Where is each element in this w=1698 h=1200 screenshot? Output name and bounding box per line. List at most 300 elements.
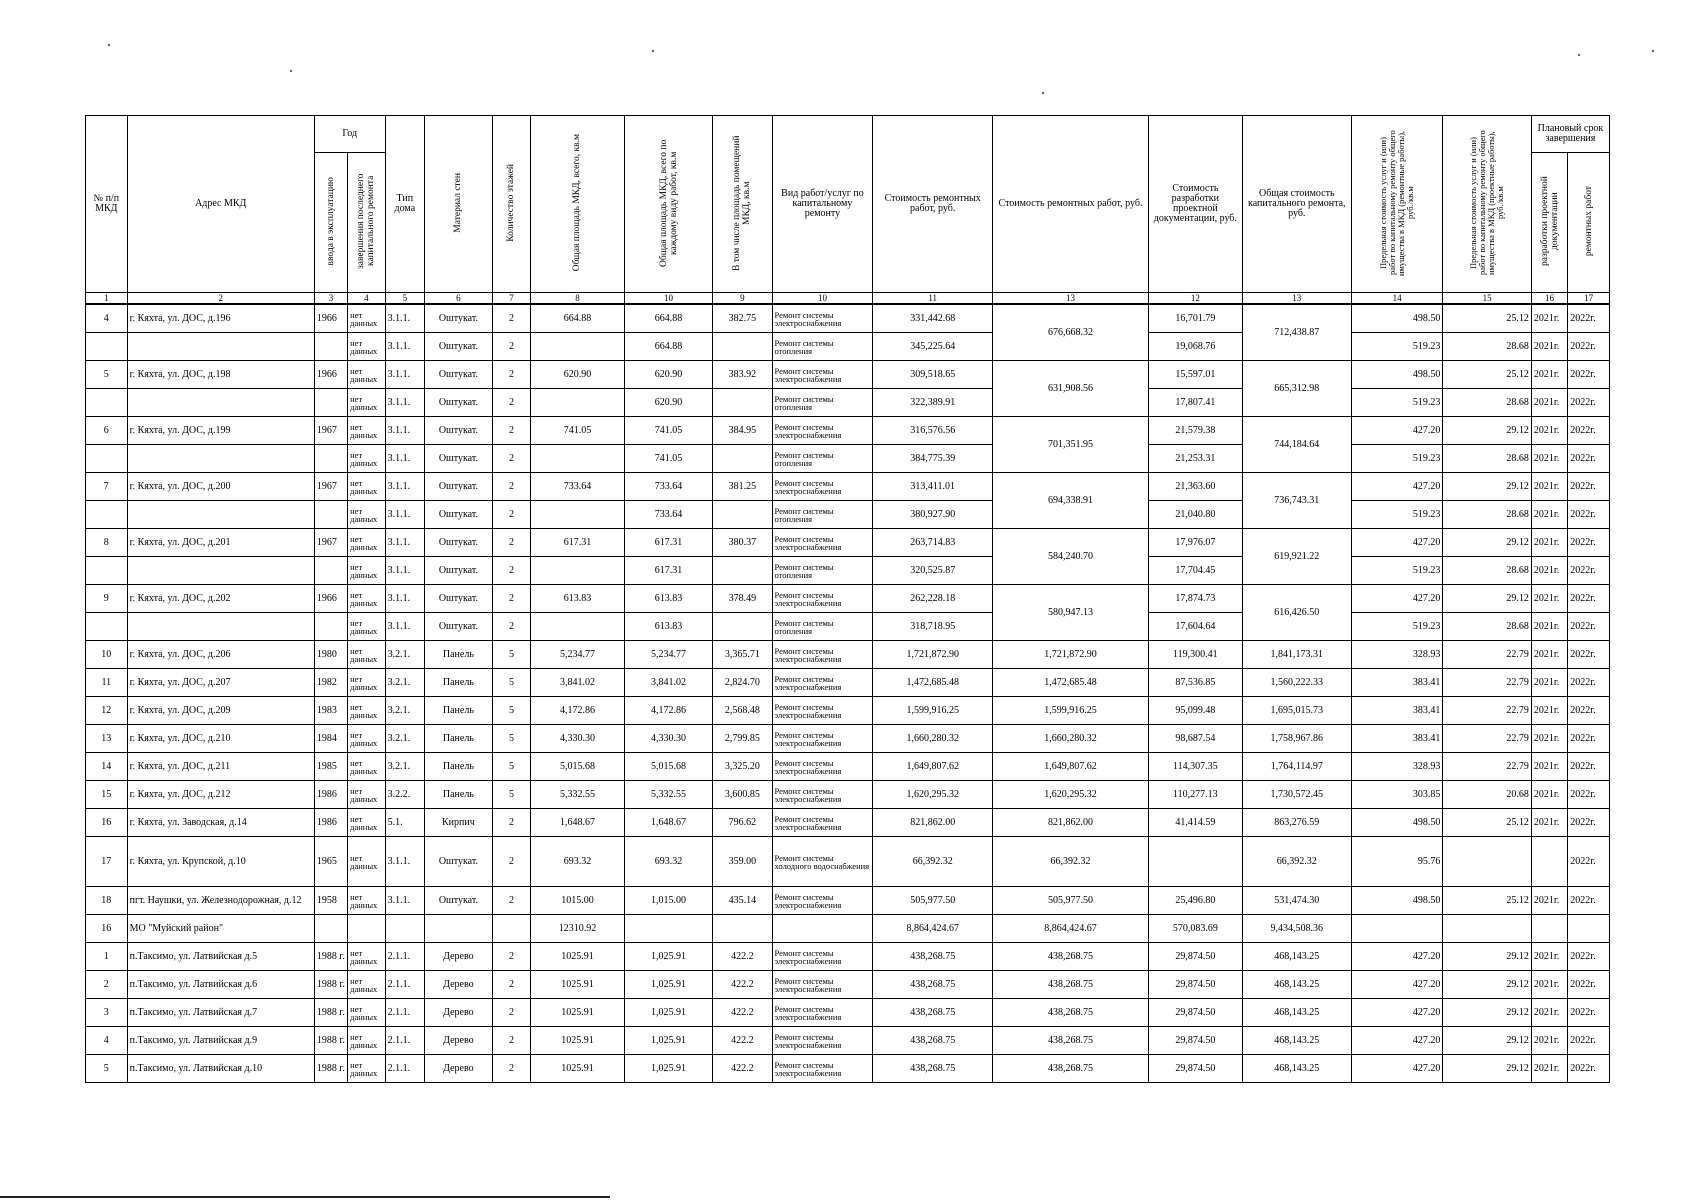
work-type-cell: Ремонт системы отопления: [772, 389, 873, 417]
total-cost-cell: 712,438.87: [1242, 304, 1351, 361]
house-type-cell: 3.1.1.: [385, 389, 425, 417]
header-year-last-repair: завершения последнего капитального ремонта: [348, 153, 385, 293]
repair-cost-cell: 263,714.83: [873, 529, 993, 557]
table-row: [86, 1055, 1610, 1083]
repair-cost-cell: 8,864,424.67: [873, 915, 993, 943]
repair-cost-combined-cell: 1,472,685.48: [993, 669, 1149, 697]
design-cost-cell: 17,807.41: [1149, 389, 1243, 417]
area-by-work-cell: 733.64: [624, 501, 712, 529]
plan-repair-cell: 2022г.: [1568, 641, 1610, 669]
plan-design-cell: 2021г.: [1531, 725, 1567, 753]
table-row: [86, 585, 1610, 613]
table-row: [86, 971, 1610, 999]
work-type-cell: Ремонт системы электроснабжения: [772, 361, 873, 389]
column-number-cell: 11: [873, 293, 993, 305]
total-area-cell: 1025.91: [531, 943, 625, 971]
year-last-repair-cell: нет данных: [348, 887, 385, 915]
address-cell: п.Таксимо, ул. Латвийская д.7: [127, 999, 314, 1027]
limit-design-cell: 25.12: [1443, 304, 1531, 333]
repair-cost-combined-cell: 66,392.32: [993, 837, 1149, 887]
work-type-cell: Ремонт системы электроснабжения: [772, 725, 873, 753]
limit-repair-cell: 498.50: [1351, 304, 1443, 333]
plan-repair-cell: [1568, 915, 1610, 943]
limit-design-cell: 28.68: [1443, 501, 1531, 529]
premises-area-cell: 359.00: [713, 837, 772, 887]
area-by-work-cell: 1,015.00: [624, 887, 712, 915]
limit-design-cell: 29.12: [1443, 417, 1531, 445]
house-type-cell: 3.1.1.: [385, 557, 425, 585]
plan-repair-cell: 2022г.: [1568, 971, 1610, 999]
plan-design-cell: 2021г.: [1531, 641, 1567, 669]
header-repair-cost: Стоимость ремонтных работ, руб.: [873, 116, 993, 293]
area-by-work-cell: 1,025.91: [624, 1027, 712, 1055]
area-by-work-cell: 617.31: [624, 557, 712, 585]
year-last-repair-cell: нет данных: [348, 725, 385, 753]
year-last-repair-cell: нет данных: [348, 304, 385, 333]
header-floors: Количество этажей: [492, 116, 530, 293]
row-number: [86, 613, 128, 641]
table-row: [86, 1027, 1610, 1055]
repair-cost-cell: 313,411.01: [873, 473, 993, 501]
area-by-work-cell: 5,332.55: [624, 781, 712, 809]
year-commission-cell: 1986: [314, 781, 347, 809]
design-cost-cell: 570,083.69: [1149, 915, 1243, 943]
house-type-cell: 3.1.1.: [385, 613, 425, 641]
floors-cell: 2: [492, 417, 530, 445]
scan-speck: [290, 70, 292, 72]
total-area-cell: 733.64: [531, 473, 625, 501]
wall-material-cell: Дерево: [425, 943, 493, 971]
area-by-work-cell: 620.90: [624, 389, 712, 417]
row-number: 6: [86, 417, 128, 445]
column-number-cell: 3: [314, 293, 347, 305]
wall-material-cell: Панель: [425, 697, 493, 725]
year-commission-cell: 1982: [314, 669, 347, 697]
work-type-cell: Ремонт системы электроснабжения: [772, 529, 873, 557]
column-number-cell: 10: [772, 293, 873, 305]
repair-cost-combined-cell: 701,351.95: [993, 417, 1149, 473]
plan-design-cell: 2021г.: [1531, 445, 1567, 473]
wall-material-cell: Кирпич: [425, 809, 493, 837]
scan-speck: [108, 44, 110, 46]
plan-repair-cell: 2022г.: [1568, 529, 1610, 557]
plan-repair-cell: 2022г.: [1568, 999, 1610, 1027]
header-area-by-work: Общая площадь МКД, всего по каждому виду работ, кв.м: [624, 116, 712, 293]
area-by-work-cell: 664.88: [624, 333, 712, 361]
work-type-cell: [772, 915, 873, 943]
work-type-cell: Ремонт системы электроснабжения: [772, 473, 873, 501]
limit-repair-cell: 519.23: [1351, 501, 1443, 529]
table-row: [86, 999, 1610, 1027]
floors-cell: 5: [492, 781, 530, 809]
total-area-cell: 1,648.67: [531, 809, 625, 837]
limit-design-cell: 25.12: [1443, 809, 1531, 837]
year-last-repair-cell: нет данных: [348, 501, 385, 529]
floors-cell: 5: [492, 725, 530, 753]
year-last-repair-cell: нет данных: [348, 697, 385, 725]
work-type-cell: Ремонт системы электроснабжения: [772, 1055, 873, 1083]
limit-repair-cell: 383.41: [1351, 669, 1443, 697]
wall-material-cell: Оштукат.: [425, 389, 493, 417]
header-repair-cost-2: Стоимость ремонтных работ, руб.: [993, 116, 1149, 293]
repair-cost-cell: 438,268.75: [873, 999, 993, 1027]
premises-area-cell: 422.2: [713, 971, 772, 999]
repair-cost-combined-cell: 580,947.13: [993, 585, 1149, 641]
address-cell: [127, 613, 314, 641]
column-number-cell: 7: [492, 293, 530, 305]
wall-material-cell: Панель: [425, 669, 493, 697]
row-number: 16: [86, 915, 128, 943]
premises-area-cell: [713, 389, 772, 417]
total-cost-cell: 468,143.25: [1242, 1027, 1351, 1055]
limit-repair-cell: 95.76: [1351, 837, 1443, 887]
address-cell: МО "Муйский район": [127, 915, 314, 943]
premises-area-cell: 381.25: [713, 473, 772, 501]
row-number: [86, 333, 128, 361]
row-number: 4: [86, 304, 128, 333]
row-number: 8: [86, 529, 128, 557]
limit-design-cell: 29.12: [1443, 971, 1531, 999]
year-commission-cell: 1988 г.: [314, 943, 347, 971]
repair-cost-combined-cell: 1,721,872.90: [993, 641, 1149, 669]
area-by-work-cell: 741.05: [624, 417, 712, 445]
header-plan-group: Плановый срок завершения: [1531, 116, 1609, 153]
year-last-repair-cell: нет данных: [348, 529, 385, 557]
year-last-repair-cell: нет данных: [348, 613, 385, 641]
plan-design-cell: 2021г.: [1531, 1027, 1567, 1055]
repair-cost-cell: 505,977.50: [873, 887, 993, 915]
house-type-cell: 2.1.1.: [385, 999, 425, 1027]
floors-cell: 2: [492, 501, 530, 529]
wall-material-cell: Оштукат.: [425, 501, 493, 529]
total-cost-cell: 468,143.25: [1242, 971, 1351, 999]
area-by-work-cell: 1,025.91: [624, 1055, 712, 1083]
design-cost-cell: 110,277.13: [1149, 781, 1243, 809]
design-cost-cell: 29,874.50: [1149, 999, 1243, 1027]
header-num: № п/п МКД: [86, 116, 128, 293]
address-cell: г. Кяхта, ул. ДОС, д.210: [127, 725, 314, 753]
plan-design-cell: 2021г.: [1531, 781, 1567, 809]
total-cost-cell: 468,143.25: [1242, 999, 1351, 1027]
year-commission-cell: [314, 557, 347, 585]
total-area-cell: 620.90: [531, 361, 625, 389]
plan-design-cell: 2021г.: [1531, 501, 1567, 529]
table-row: [86, 557, 1610, 585]
header-plan-design: разработки проектной документации: [1531, 153, 1567, 293]
limit-design-cell: 29.12: [1443, 999, 1531, 1027]
limit-repair-cell: 427.20: [1351, 585, 1443, 613]
design-cost-cell: 16,701.79: [1149, 304, 1243, 333]
repair-cost-cell: 384,775.39: [873, 445, 993, 473]
floors-cell: 2: [492, 389, 530, 417]
column-number-cell: 10: [624, 293, 712, 305]
address-cell: г. Кяхта, ул. ДОС, д.207: [127, 669, 314, 697]
year-commission-cell: 1988 г.: [314, 1027, 347, 1055]
work-type-cell: Ремонт системы холодного водоснабжения: [772, 837, 873, 887]
address-cell: г. Кяхта, ул. ДОС, д.196: [127, 304, 314, 333]
table-row: [86, 669, 1610, 697]
design-cost-cell: 114,307.35: [1149, 753, 1243, 781]
table-row: [86, 333, 1610, 361]
work-type-cell: Ремонт системы электроснабжения: [772, 781, 873, 809]
premises-area-cell: 422.2: [713, 943, 772, 971]
design-cost-cell: 29,874.50: [1149, 971, 1243, 999]
repair-cost-combined-cell: 438,268.75: [993, 1027, 1149, 1055]
row-number: 7: [86, 473, 128, 501]
address-cell: [127, 389, 314, 417]
wall-material-cell: [425, 915, 493, 943]
address-cell: п.Таксимо, ул. Латвийская д.10: [127, 1055, 314, 1083]
total-cost-cell: 1,841,173.31: [1242, 641, 1351, 669]
plan-repair-cell: 2022г.: [1568, 304, 1610, 333]
floors-cell: [492, 915, 530, 943]
floors-cell: 2: [492, 585, 530, 613]
table-row: [86, 697, 1610, 725]
floors-cell: 2: [492, 557, 530, 585]
repair-cost-combined-cell: 694,338.91: [993, 473, 1149, 529]
repair-cost-cell: 438,268.75: [873, 1027, 993, 1055]
plan-repair-cell: 2022г.: [1568, 389, 1610, 417]
house-type-cell: 3.1.1.: [385, 417, 425, 445]
plan-design-cell: 2021г.: [1531, 809, 1567, 837]
repair-cost-combined-cell: 1,620,295.32: [993, 781, 1149, 809]
table-row: [86, 445, 1610, 473]
floors-cell: 2: [492, 473, 530, 501]
year-commission-cell: [314, 389, 347, 417]
wall-material-cell: Оштукат.: [425, 887, 493, 915]
house-type-cell: 3.2.1.: [385, 753, 425, 781]
year-commission-cell: 1983: [314, 697, 347, 725]
plan-design-cell: 2021г.: [1531, 753, 1567, 781]
year-last-repair-cell: нет данных: [348, 361, 385, 389]
address-cell: [127, 445, 314, 473]
house-type-cell: 3.1.1.: [385, 445, 425, 473]
total-area-cell: 5,015.68: [531, 753, 625, 781]
address-cell: п.Таксимо, ул. Латвийская д.9: [127, 1027, 314, 1055]
row-number: [86, 501, 128, 529]
table-row: [86, 473, 1610, 501]
wall-material-cell: Оштукат.: [425, 304, 493, 333]
area-by-work-cell: 1,025.91: [624, 999, 712, 1027]
table-row: [86, 943, 1610, 971]
design-cost-cell: 95,099.48: [1149, 697, 1243, 725]
limit-design-cell: 28.68: [1443, 333, 1531, 361]
area-by-work-cell: 4,330.30: [624, 725, 712, 753]
area-by-work-cell: 4,172.86: [624, 697, 712, 725]
limit-design-cell: 20.68: [1443, 781, 1531, 809]
year-last-repair-cell: нет данных: [348, 809, 385, 837]
repair-cost-combined-cell: 1,599,916.25: [993, 697, 1149, 725]
plan-design-cell: [1531, 915, 1567, 943]
area-by-work-cell: 1,648.67: [624, 809, 712, 837]
limit-repair-cell: 383.41: [1351, 697, 1443, 725]
repair-cost-combined-cell: 821,862.00: [993, 809, 1149, 837]
house-type-cell: 3.1.1.: [385, 361, 425, 389]
design-cost-cell: 87,536.85: [1149, 669, 1243, 697]
limit-repair-cell: 498.50: [1351, 887, 1443, 915]
premises-area-cell: [713, 915, 772, 943]
plan-repair-cell: 2022г.: [1568, 1055, 1610, 1083]
limit-design-cell: 22.79: [1443, 753, 1531, 781]
repair-cost-cell: 318,718.95: [873, 613, 993, 641]
repair-cost-cell: 316,576.56: [873, 417, 993, 445]
year-last-repair-cell: нет данных: [348, 837, 385, 887]
area-by-work-cell: 1,025.91: [624, 943, 712, 971]
design-cost-cell: 98,687.54: [1149, 725, 1243, 753]
premises-area-cell: 422.2: [713, 1027, 772, 1055]
floors-cell: 2: [492, 809, 530, 837]
limit-design-cell: 28.68: [1443, 445, 1531, 473]
total-area-cell: 12310.92: [531, 915, 625, 943]
premises-area-cell: 435.14: [713, 887, 772, 915]
floors-cell: 5: [492, 669, 530, 697]
total-cost-cell: 619,921.22: [1242, 529, 1351, 585]
plan-design-cell: 2021г.: [1531, 971, 1567, 999]
house-type-cell: 3.1.1.: [385, 304, 425, 333]
limit-repair-cell: 498.50: [1351, 809, 1443, 837]
repair-cost-combined-cell: 505,977.50: [993, 887, 1149, 915]
limit-repair-cell: 427.20: [1351, 417, 1443, 445]
limit-design-cell: 22.79: [1443, 697, 1531, 725]
plan-design-cell: 2021г.: [1531, 669, 1567, 697]
plan-design-cell: 2021г.: [1531, 417, 1567, 445]
row-number: 2: [86, 971, 128, 999]
row-number: 3: [86, 999, 128, 1027]
premises-area-cell: 384.95: [713, 417, 772, 445]
repair-cost-cell: 331,442.68: [873, 304, 993, 333]
wall-material-cell: Оштукат.: [425, 445, 493, 473]
table-row: [86, 529, 1610, 557]
address-cell: г. Кяхта, ул. ДОС, д.209: [127, 697, 314, 725]
work-type-cell: Ремонт системы электроснабжения: [772, 943, 873, 971]
year-commission-cell: 1980: [314, 641, 347, 669]
limit-design-cell: 29.12: [1443, 585, 1531, 613]
limit-repair-cell: 519.23: [1351, 445, 1443, 473]
column-number-cell: 8: [531, 293, 625, 305]
house-type-cell: 3.1.1.: [385, 529, 425, 557]
header-design-cost: Стоимость разработки проектной документации, руб.: [1149, 116, 1243, 293]
year-commission-cell: 1965: [314, 837, 347, 887]
limit-design-cell: 22.79: [1443, 725, 1531, 753]
table-row: [86, 887, 1610, 915]
limit-repair-cell: 427.20: [1351, 943, 1443, 971]
design-cost-cell: 17,874.73: [1149, 585, 1243, 613]
scan-speck: [652, 50, 654, 52]
row-number: 13: [86, 725, 128, 753]
plan-repair-cell: 2022г.: [1568, 613, 1610, 641]
header-limit-repair: Предельная стоимость услуг и (или) работ по капитальному ремонту общего имущества в МКД (ремонтные работы), руб./кв.м: [1351, 116, 1443, 293]
repair-cost-cell: 262,228.18: [873, 585, 993, 613]
plan-design-cell: [1531, 837, 1567, 887]
limit-design-cell: 28.68: [1443, 557, 1531, 585]
plan-design-cell: 2021г.: [1531, 585, 1567, 613]
repair-cost-combined-cell: 631,908.56: [993, 361, 1149, 417]
header-address: Адрес МКД: [127, 116, 314, 293]
year-last-repair-cell: нет данных: [348, 473, 385, 501]
area-by-work-cell: 613.83: [624, 585, 712, 613]
plan-repair-cell: 2022г.: [1568, 809, 1610, 837]
total-area-cell: 664.88: [531, 304, 625, 333]
house-type-cell: 3.1.1.: [385, 473, 425, 501]
total-cost-cell: 468,143.25: [1242, 943, 1351, 971]
limit-repair-cell: 427.20: [1351, 971, 1443, 999]
design-cost-cell: 17,704.45: [1149, 557, 1243, 585]
total-area-cell: 613.83: [531, 585, 625, 613]
wall-material-cell: Оштукат.: [425, 529, 493, 557]
plan-repair-cell: 2022г.: [1568, 557, 1610, 585]
floors-cell: 2: [492, 529, 530, 557]
scan-speck: [1652, 50, 1654, 52]
header-year-group: Год: [314, 116, 385, 153]
limit-repair-cell: 427.20: [1351, 999, 1443, 1027]
total-cost-cell: 744,184.64: [1242, 417, 1351, 473]
repair-cost-cell: 380,927.90: [873, 501, 993, 529]
row-number: 12: [86, 697, 128, 725]
total-cost-cell: 1,695,015.73: [1242, 697, 1351, 725]
limit-design-cell: 22.79: [1443, 669, 1531, 697]
table-row: [86, 837, 1610, 887]
year-commission-cell: 1988 г.: [314, 1055, 347, 1083]
total-area-cell: 1025.91: [531, 1027, 625, 1055]
floors-cell: 2: [492, 304, 530, 333]
year-commission-cell: [314, 333, 347, 361]
premises-area-cell: 422.2: [713, 999, 772, 1027]
repair-cost-cell: 1,649,807.62: [873, 753, 993, 781]
wall-material-cell: Дерево: [425, 971, 493, 999]
header-row-top: [86, 116, 1610, 153]
design-cost-cell: 29,874.50: [1149, 1055, 1243, 1083]
address-cell: г. Кяхта, ул. ДОС, д.198: [127, 361, 314, 389]
floors-cell: 5: [492, 641, 530, 669]
limit-design-cell: 25.12: [1443, 361, 1531, 389]
repair-cost-combined-cell: 438,268.75: [993, 1055, 1149, 1083]
limit-repair-cell: 427.20: [1351, 529, 1443, 557]
year-commission-cell: 1988 г.: [314, 999, 347, 1027]
limit-repair-cell: 328.93: [1351, 753, 1443, 781]
row-number: 10: [86, 641, 128, 669]
work-type-cell: Ремонт системы электроснабжения: [772, 697, 873, 725]
floors-cell: 2: [492, 1027, 530, 1055]
area-by-work-cell: 741.05: [624, 445, 712, 473]
repair-cost-cell: 438,268.75: [873, 971, 993, 999]
total-cost-cell: 1,758,967.86: [1242, 725, 1351, 753]
year-last-repair-cell: нет данных: [348, 1027, 385, 1055]
plan-design-cell: 2021г.: [1531, 887, 1567, 915]
area-by-work-cell: 1,025.91: [624, 971, 712, 999]
limit-repair-cell: 427.20: [1351, 473, 1443, 501]
repair-cost-cell: 438,268.75: [873, 943, 993, 971]
design-cost-cell: [1149, 837, 1243, 887]
column-number-cell: 12: [1149, 293, 1243, 305]
total-area-cell: 617.31: [531, 529, 625, 557]
total-area-cell: [531, 333, 625, 361]
year-commission-cell: 1985: [314, 753, 347, 781]
limit-design-cell: 28.68: [1443, 613, 1531, 641]
wall-material-cell: Оштукат.: [425, 361, 493, 389]
header-total-area: Общая площадь МКД, всего, кв.м: [531, 116, 625, 293]
column-number-cell: 5: [385, 293, 425, 305]
repair-cost-combined-cell: 1,660,280.32: [993, 725, 1149, 753]
total-cost-cell: 1,764,114.97: [1242, 753, 1351, 781]
header-plan-repair: ремонтных работ: [1568, 153, 1610, 293]
address-cell: г. Кяхта, ул. ДОС, д.202: [127, 585, 314, 613]
plan-repair-cell: 2022г.: [1568, 887, 1610, 915]
plan-repair-cell: 2022г.: [1568, 781, 1610, 809]
plan-repair-cell: 2022г.: [1568, 837, 1610, 887]
row-number: [86, 557, 128, 585]
repair-cost-cell: 1,472,685.48: [873, 669, 993, 697]
column-number-cell: 6: [425, 293, 493, 305]
